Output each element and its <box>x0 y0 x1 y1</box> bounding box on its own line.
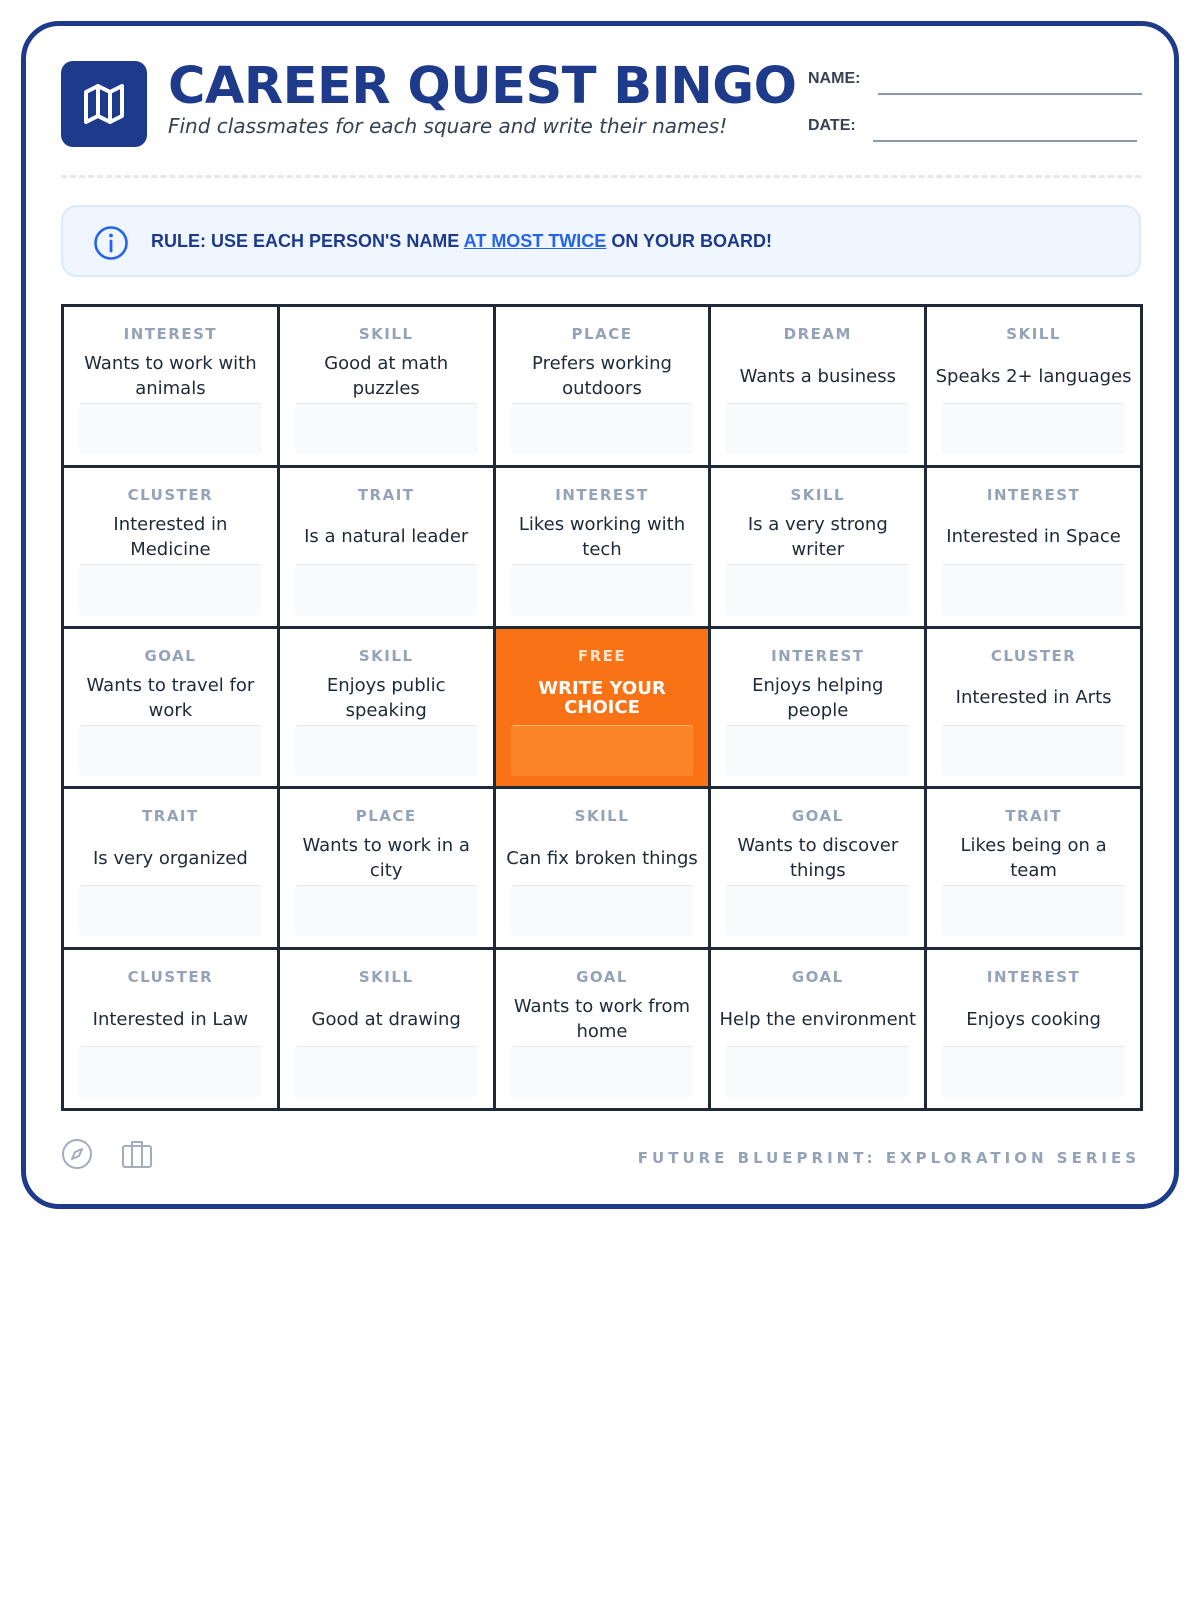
square-prompt: Likes working with tech <box>518 513 686 560</box>
answer-field[interactable] <box>79 885 262 936</box>
square-prompt: Interested in Arts <box>955 687 1112 709</box>
square-prompt: Wants to work with animals <box>84 353 257 399</box>
square-category: TRAIT <box>357 485 415 504</box>
info-icon <box>93 225 129 261</box>
bingo-grid <box>61 304 1143 1111</box>
answer-field[interactable] <box>726 885 909 936</box>
rule-prefix: RULE: USE EACH PERSON'S NAME <box>151 231 460 251</box>
bingo-square <box>711 789 924 947</box>
briefcase-icon <box>121 1138 153 1170</box>
bingo-square <box>280 307 493 465</box>
bingo-square <box>927 789 1140 947</box>
answer-field[interactable] <box>295 564 478 615</box>
answer-field[interactable] <box>511 403 694 454</box>
square-prompt: Is a very strong writer <box>747 513 888 560</box>
square-category: SKILL <box>790 485 846 504</box>
square-category: INTEREST <box>986 968 1081 987</box>
bingo-square <box>927 950 1140 1108</box>
square-category: GOAL <box>144 646 197 665</box>
square-category: PLACE <box>571 325 633 343</box>
square-prompt: Wants to discover things <box>737 835 899 882</box>
square-category: TRAIT <box>142 807 199 826</box>
square-prompt: Interested in Law <box>92 1008 249 1030</box>
square-category: INTEREST <box>123 325 218 343</box>
square-category: GOAL <box>576 968 628 987</box>
answer-field[interactable] <box>942 1046 1125 1097</box>
rule-text <box>151 231 772 252</box>
square-category: GOAL <box>791 968 844 987</box>
square-category: SKILL <box>1006 325 1061 343</box>
date-field[interactable] <box>873 140 1137 142</box>
compass-icon <box>61 1138 93 1170</box>
square-prompt: Interested in Medicine <box>113 513 228 560</box>
map-icon <box>80 80 128 128</box>
square-prompt: Speaks 2+ languages <box>935 365 1132 387</box>
square-category: INTEREST <box>986 485 1081 504</box>
date-label: DATE: <box>808 117 856 134</box>
answer-field[interactable] <box>295 885 478 936</box>
square-prompt: Wants to travel for work <box>86 674 255 721</box>
answer-field[interactable] <box>511 1046 694 1097</box>
square-category: TRAIT <box>1005 807 1062 826</box>
answer-field[interactable] <box>511 564 694 615</box>
answer-field[interactable] <box>79 725 262 776</box>
square-category: SKILL <box>358 325 414 343</box>
bingo-square <box>711 629 924 787</box>
square-prompt: Wants to work in a city <box>302 835 470 882</box>
answer-field[interactable] <box>942 403 1125 454</box>
square-prompt: Is very organized <box>92 847 248 869</box>
bingo-square <box>280 950 493 1108</box>
square-prompt: Likes being on a team <box>960 835 1107 882</box>
bingo-square <box>64 307 277 465</box>
rule-suffix: ON YOUR BOARD! <box>611 231 773 251</box>
bingo-square <box>280 629 493 787</box>
square-prompt: Good at math puzzles <box>324 353 449 399</box>
bingo-square <box>927 307 1140 465</box>
name-label: NAME: <box>808 70 861 87</box>
square-category: CLUSTER <box>127 968 214 987</box>
square-prompt: Wants a business <box>739 365 897 387</box>
bingo-square <box>64 629 277 787</box>
square-prompt: Enjoys public speaking <box>326 674 446 721</box>
bingo-square <box>496 950 709 1108</box>
name-field[interactable] <box>878 93 1142 95</box>
square-prompt: Interested in Space <box>946 526 1121 548</box>
answer-field[interactable] <box>942 564 1125 615</box>
bingo-square <box>64 468 277 626</box>
square-prompt: Good at drawing <box>311 1008 461 1030</box>
bingo-square <box>496 789 709 947</box>
bingo-square <box>711 307 924 465</box>
square-category: PLACE <box>355 807 417 826</box>
header-divider <box>61 175 1141 178</box>
square-prompt: WRITE YOUR CHOICE <box>538 677 666 718</box>
square-category: FREE <box>577 646 627 665</box>
square-category: INTEREST <box>771 646 865 665</box>
square-category: GOAL <box>791 807 844 826</box>
bingo-square <box>280 789 493 947</box>
square-prompt: Enjoys cooking <box>966 1008 1101 1030</box>
bingo-square <box>496 307 709 465</box>
bingo-square <box>927 468 1140 626</box>
square-prompt: Help the environment <box>719 1008 917 1030</box>
series-label: FUTURE BLUEPRINT: EXPLORATION SERIES <box>637 1149 1140 1167</box>
answer-field[interactable] <box>79 564 262 615</box>
bingo-square <box>280 468 493 626</box>
square-category: SKILL <box>574 807 630 826</box>
bingo-square <box>64 789 277 947</box>
square-category: CLUSTER <box>990 646 1077 665</box>
square-prompt: Wants to work from home <box>513 996 691 1043</box>
answer-field[interactable] <box>726 403 909 454</box>
rule-banner <box>61 205 1141 277</box>
answer-field[interactable] <box>295 725 478 776</box>
square-prompt: Prefers working outdoors <box>532 353 672 399</box>
answer-field[interactable] <box>942 725 1125 776</box>
square-category: INTEREST <box>555 485 649 504</box>
bingo-square <box>496 468 709 626</box>
page-title: CAREER QUEST BINGO <box>168 57 797 116</box>
square-category: SKILL <box>358 646 414 665</box>
square-prompt: Enjoys helping people <box>752 674 884 721</box>
answer-field[interactable] <box>79 403 262 454</box>
answer-field[interactable] <box>295 1046 478 1097</box>
square-category: SKILL <box>358 968 414 987</box>
answer-field[interactable] <box>511 885 694 936</box>
square-prompt: Is a natural leader <box>304 526 469 548</box>
square-prompt: Can fix broken things <box>506 847 698 869</box>
page-subtitle: Find classmates for each square and write their names! <box>168 114 728 138</box>
answer-field[interactable] <box>511 725 694 776</box>
bingo-square <box>711 950 924 1108</box>
logo-badge <box>61 61 147 147</box>
bingo-square <box>927 629 1140 787</box>
answer-field[interactable] <box>726 1046 909 1097</box>
square-category: CLUSTER <box>127 485 214 504</box>
free-square <box>496 629 709 787</box>
bingo-square <box>711 468 924 626</box>
rule-emphasis: AT MOST TWICE <box>463 231 607 251</box>
answer-field[interactable] <box>726 725 909 776</box>
square-category: DREAM <box>783 325 852 343</box>
answer-field[interactable] <box>726 564 909 615</box>
bingo-square <box>64 950 277 1108</box>
answer-field[interactable] <box>942 885 1125 936</box>
answer-field[interactable] <box>79 1046 262 1097</box>
answer-field[interactable] <box>295 403 478 454</box>
